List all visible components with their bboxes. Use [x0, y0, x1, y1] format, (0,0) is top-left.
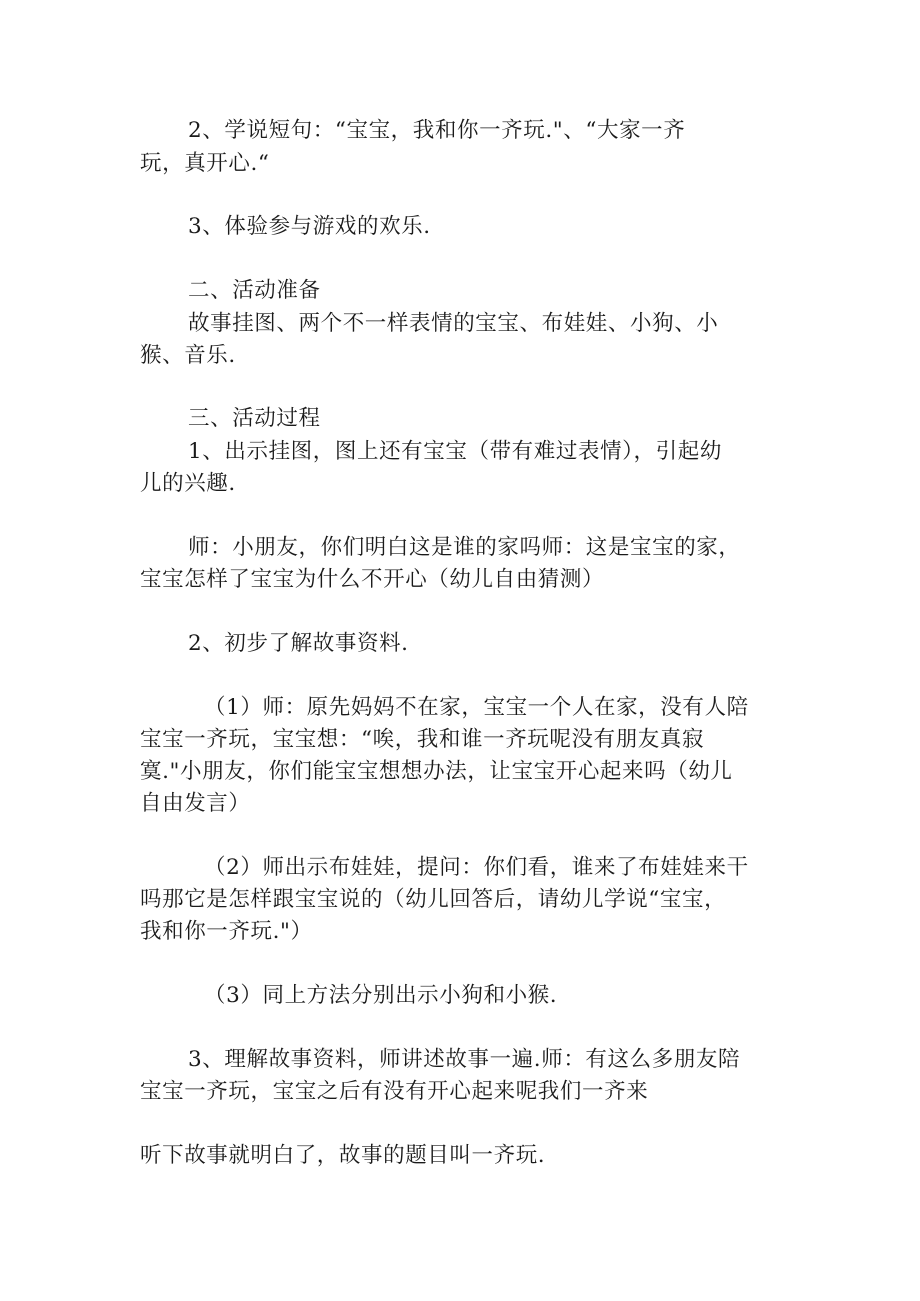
text-line: 3、理解故事资料，师讲述故事一遍.师：有这么多朋友陪: [188, 1047, 741, 1072]
text-line: 故事挂图、两个不一样表情的宝宝、布娃娃、小狗、小: [188, 311, 719, 336]
text-line: 2、学说短句：“宝宝，我和你一齐玩."、“大家一齐: [188, 118, 686, 143]
text-line: （2）师出示布娃娃，提问：你们看，谁来了布娃娃来干: [204, 855, 749, 880]
text-line: 我和你一齐玩."）: [140, 919, 313, 944]
text-line: （3）同上方法分别出示小狗和小猴.: [204, 983, 558, 1008]
text-line: 1、出示挂图，图上还有宝宝（带有难过表情），引起幼: [188, 439, 722, 464]
section-heading: 二、活动准备: [188, 278, 321, 303]
text-line: 听下故事就明白了，故事的题目叫一齐玩.: [140, 1143, 546, 1168]
text-line: 儿的兴趣.: [140, 471, 236, 496]
text-line: 玩，真开心.“: [140, 151, 270, 176]
section-heading: 三、活动过程: [188, 406, 321, 431]
text-line: 寞."小朋友，你们能宝宝想想办法，让宝宝开心起来吗（幼儿: [140, 759, 733, 784]
text-line: 吗那它是怎样跟宝宝说的（幼儿回答后，请幼儿学说“宝宝，: [140, 887, 727, 912]
text-line: 宝宝怎样了宝宝为什么不开心（幼儿自由猜测）: [140, 567, 605, 592]
text-line: 3、体验参与游戏的欢乐.: [188, 214, 431, 239]
text-line: 师：小朋友，你们明白这是谁的家吗师：这是宝宝的家，: [188, 535, 741, 560]
text-line: 猴、音乐.: [140, 343, 236, 368]
text-line: 宝宝一齐玩，宝宝想：“唉，我和谁一齐玩呢没有朋友真寂: [140, 727, 705, 752]
text-line: 宝宝一齐玩，宝宝之后有没有开心起来呢我们一齐来: [140, 1079, 649, 1104]
text-line: 自由发言）: [140, 791, 251, 816]
text-line: （1）师：原先妈妈不在家，宝宝一个人在家，没有人陪: [204, 695, 749, 720]
text-line: 2、初步了解故事资料.: [188, 631, 409, 656]
